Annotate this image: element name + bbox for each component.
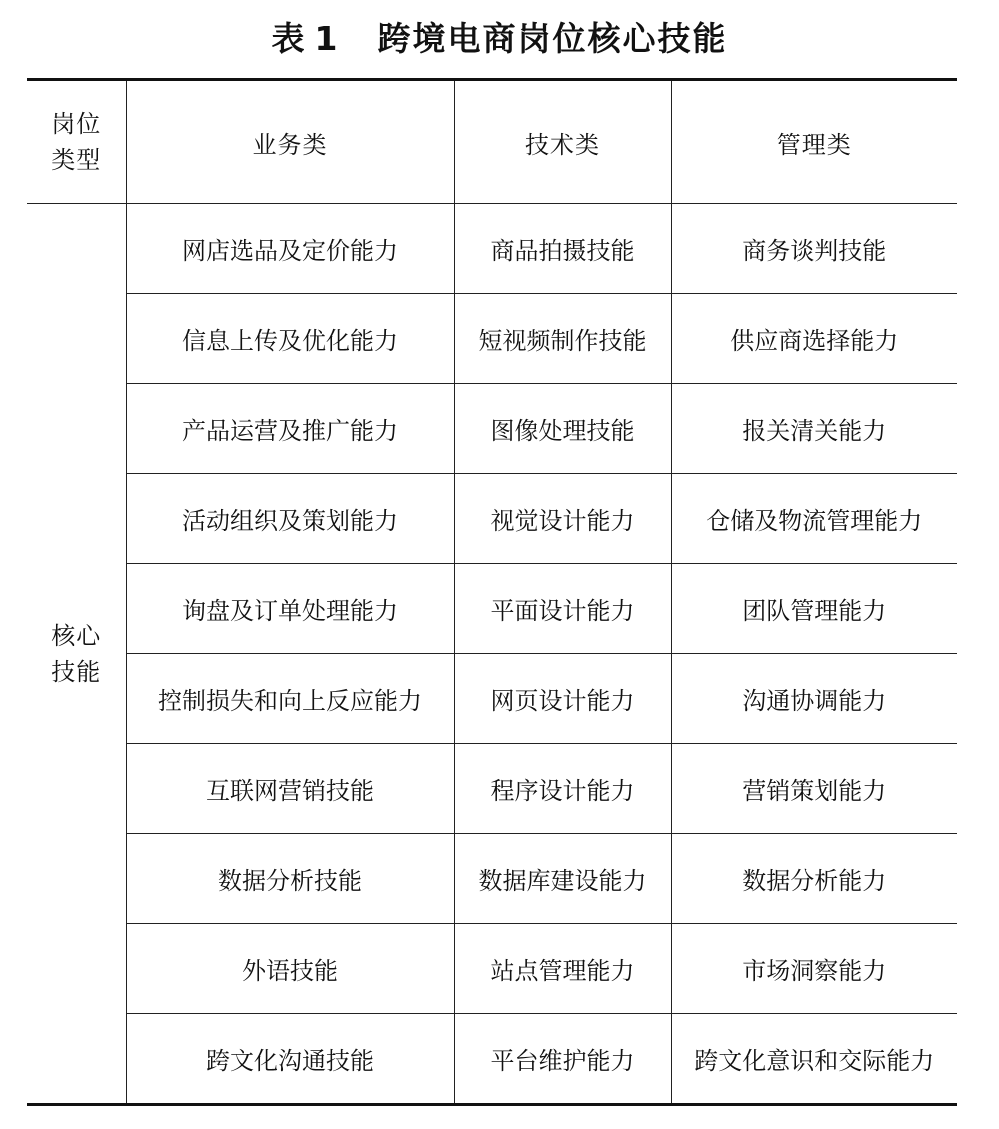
cell-business: 活动组织及策划能力 xyxy=(126,474,454,564)
cell-technical: 图像处理技能 xyxy=(454,384,671,474)
cell-management: 沟通协调能力 xyxy=(671,654,957,744)
table-header-row xyxy=(27,80,957,204)
corner-header-label: 岗位类型 xyxy=(51,110,102,174)
cell-business: 网店选品及定价能力 xyxy=(126,204,454,294)
row-header-label: 核心技能 xyxy=(51,621,102,686)
table-row xyxy=(27,204,957,294)
cell-management: 供应商选择能力 xyxy=(671,294,957,384)
skills-table xyxy=(27,78,957,1106)
table-row xyxy=(27,474,957,564)
column-header-technical: 技术类 xyxy=(454,80,671,204)
cell-business: 产品运营及推广能力 xyxy=(126,384,454,474)
cell-business: 信息上传及优化能力 xyxy=(126,294,454,384)
cell-business: 跨文化沟通技能 xyxy=(126,1014,454,1105)
cell-management: 报关清关能力 xyxy=(671,384,957,474)
cell-technical: 数据库建设能力 xyxy=(454,834,671,924)
cell-management: 营销策划能力 xyxy=(671,744,957,834)
table-row xyxy=(27,834,957,924)
cell-management: 商务谈判技能 xyxy=(671,204,957,294)
table-row xyxy=(27,294,957,384)
cell-management: 团队管理能力 xyxy=(671,564,957,654)
table-title-number: 1 xyxy=(314,19,340,58)
cell-business: 互联网营销技能 xyxy=(126,744,454,834)
cell-business: 外语技能 xyxy=(126,924,454,1014)
table-row xyxy=(27,1014,957,1105)
cell-business: 控制损失和向上反应能力 xyxy=(126,654,454,744)
table-title-text: 跨境电商岗位核心技能 xyxy=(377,19,728,58)
cell-technical: 视觉设计能力 xyxy=(454,474,671,564)
table-title-label: 表 xyxy=(271,19,307,58)
table-row xyxy=(27,654,957,744)
cell-management: 市场洞察能力 xyxy=(671,924,957,1014)
table-row xyxy=(27,744,957,834)
table-row xyxy=(27,384,957,474)
cell-business: 数据分析技能 xyxy=(126,834,454,924)
table-title xyxy=(0,14,999,64)
cell-management: 仓储及物流管理能力 xyxy=(671,474,957,564)
cell-business: 询盘及订单处理能力 xyxy=(126,564,454,654)
cell-technical: 平台维护能力 xyxy=(454,1014,671,1105)
cell-technical: 站点管理能力 xyxy=(454,924,671,1014)
row-header-cell xyxy=(27,204,126,1105)
table-row xyxy=(27,564,957,654)
cell-management: 跨文化意识和交际能力 xyxy=(671,1014,957,1105)
cell-technical: 网页设计能力 xyxy=(454,654,671,744)
corner-header-cell xyxy=(27,80,126,204)
cell-management: 数据分析能力 xyxy=(671,834,957,924)
cell-technical: 商品拍摄技能 xyxy=(454,204,671,294)
cell-technical: 短视频制作技能 xyxy=(454,294,671,384)
cell-technical: 平面设计能力 xyxy=(454,564,671,654)
table-row xyxy=(27,924,957,1014)
column-header-business: 业务类 xyxy=(126,80,454,204)
cell-technical: 程序设计能力 xyxy=(454,744,671,834)
column-header-management: 管理类 xyxy=(671,80,957,204)
